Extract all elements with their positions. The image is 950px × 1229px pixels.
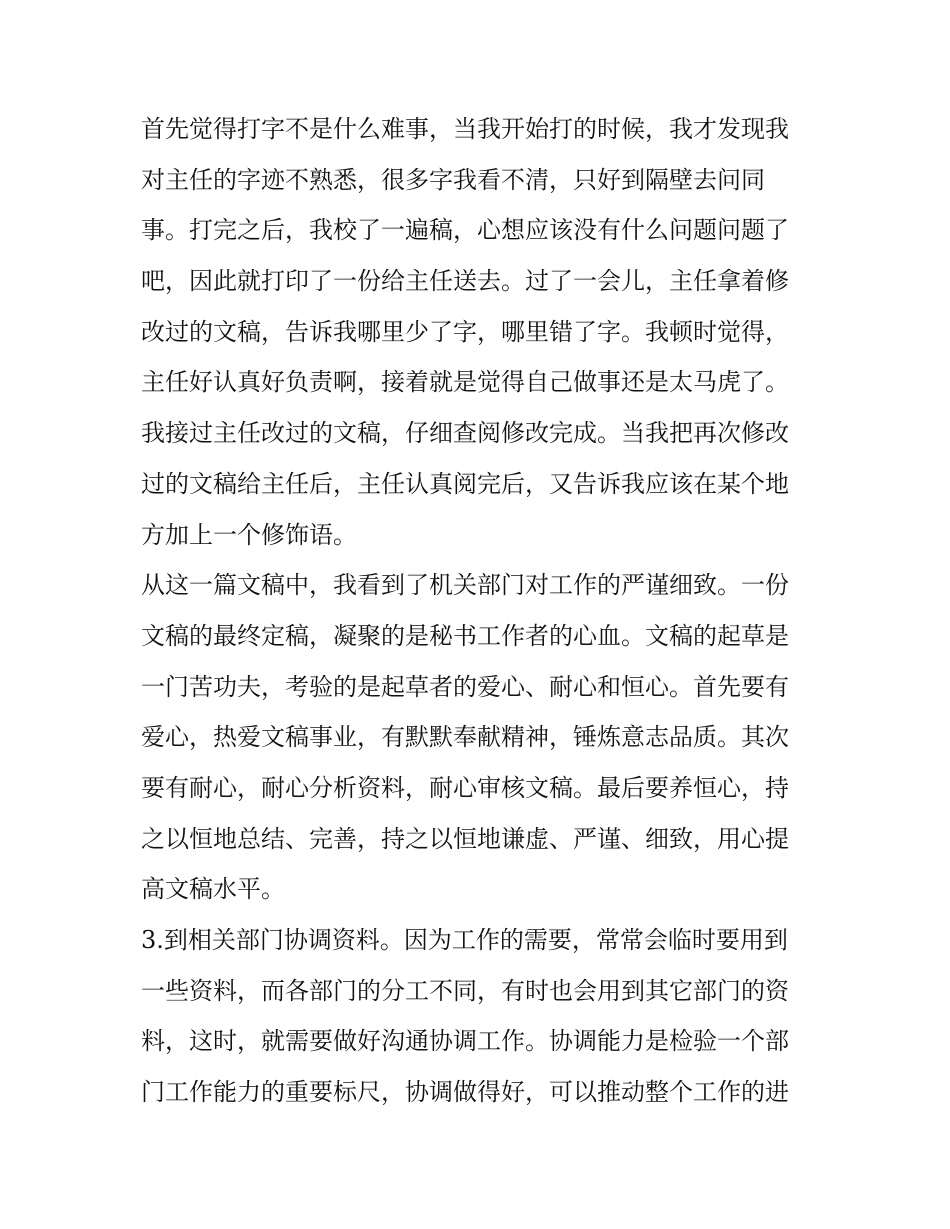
text-line: 吧，因此就打印了一份给主任送去。过了一会儿，主任拿着修 — [141, 267, 789, 296]
text-line: 首先觉得打字不是什么难事，当我开始打的时候，我才发现我 — [141, 115, 789, 143]
text-line: 从这一篇文稿中，我看到了机关部门对工作的严谨细致。一份 — [141, 571, 789, 600]
text-line: 料，这时，就需要做好沟通协调工作。协调能力是检验一个部 — [141, 1027, 789, 1056]
text-line: 我接过主任改过的文稿，仔细查阅修改完成。当我把再次修改 — [141, 419, 789, 448]
text-line: 爱心，热爱文稿事业，有默默奉献精神，锤炼意志品质。其次 — [141, 723, 789, 752]
text-line: 改过的文稿，告诉我哪里少了字，哪里错了字。我顿时觉得， — [141, 317, 789, 346]
text-line: 文稿的最终定稿，凝聚的是秘书工作者的心血。文稿的起草是 — [141, 621, 789, 650]
text-line: 一些资料，而各部门的分工不同，有时也会用到其它部门的资 — [141, 976, 789, 1005]
text-line: 一门苦功夫，考验的是起草者的爱心、耐心和恒心。首先要有 — [141, 672, 789, 701]
text-line: 高文稿水平。 — [141, 875, 285, 904]
text-line: 事。打完之后，我校了一遍稿，心想应该没有什么问题问题了 — [141, 216, 789, 245]
text-line: 要有耐心，耐心分析资料，耐心审核文稿。最后要养恒心，持 — [141, 773, 789, 802]
text-line: 方加上一个修饰语。 — [141, 520, 357, 549]
text-line: 主任好认真好负责啊，接着就是觉得自己做事还是太马虎了。 — [141, 368, 789, 397]
text-line: 过的文稿给主任后，主任认真阅完后，又告诉我应该在某个地 — [141, 469, 789, 498]
text-line: 门工作能力的重要标尺，协调做得好，可以推动整个工作的进 — [141, 1078, 789, 1107]
text-line: 3.到相关部门协调资料。因为工作的需要，常常会临时要用到 — [141, 926, 788, 954]
text-line: 对主任的字迹不熟悉，很多字我看不清，只好到隔壁去问同 — [141, 165, 765, 194]
body-text — [141, 104, 821, 1118]
text-line: 之以恒地总结、完善，持之以恒地谦虚、严谨、细致，用心提 — [141, 824, 789, 853]
